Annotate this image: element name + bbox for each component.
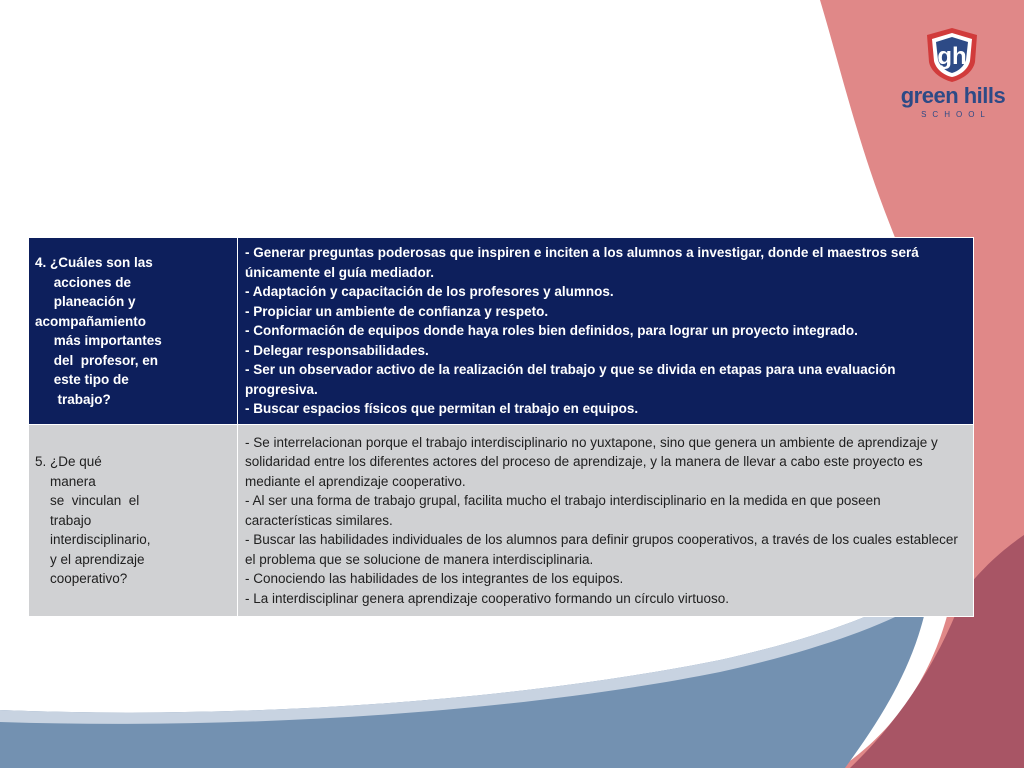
logo-subtitle: SCHOOL — [921, 110, 991, 119]
table-row — [29, 425, 974, 617]
question-cell — [29, 425, 238, 617]
svg-text:gh: gh — [937, 43, 967, 70]
gh-shield-icon — [923, 26, 981, 84]
list-item: - Buscar las habilidades individuales de los alumnos para definir grupos cooperativos, a través de los cuales establecer el problema que se solucione de manera interdisciplinaria. — [245, 532, 958, 567]
answer-list — [245, 243, 966, 419]
list-item: - Delegar responsabilidades. — [245, 342, 429, 358]
answer-list — [245, 433, 966, 609]
list-item: - Propiciar un ambiente de confianza y respeto. — [245, 303, 549, 319]
list-item: - La interdisciplinar genera aprendizaje cooperativo formando un círculo virtuoso. — [245, 590, 730, 606]
qa-table — [28, 237, 974, 617]
list-item: - Conociendo las habilidades de los integrantes de los equipos. — [245, 571, 624, 587]
table-row — [29, 238, 974, 425]
question-text: 5. ¿De qué manera se vinculan el trabajo interdisciplinario, y el aprendizaje cooperativo? — [35, 454, 151, 587]
list-item: - Conformación de equipos donde haya roles bien definidos, para lograr un proyecto integrado. — [245, 323, 858, 339]
list-item: - Ser un observador activo de la realización del trabajo y que se divida en etapas para una evaluación progresiva. — [245, 362, 896, 397]
list-item: - Se interrelacionan porque el trabajo interdisciplinario no yuxtapone, sino que genera un ambiente de aprendizaje y solidaridad entre los diferentes actores del proceso de aprendizaje, y la manera de llevar a cabo este proyecto es mediante el aprendizaje cooperativo. — [245, 434, 938, 489]
answer-cell — [238, 425, 974, 617]
list-item: - Al ser una forma de trabajo grupal, facilita mucho el trabajo interdisciplinario en la medida en que poseen características similares. — [245, 493, 881, 528]
logo-wordmark: green hills — [900, 83, 1006, 108]
list-item: - Buscar espacios físicos que permitan el trabajo en equipos. — [245, 401, 639, 417]
list-item: - Adaptación y capacitación de los profesores y alumnos. — [245, 284, 614, 300]
list-item: - Generar preguntas poderosas que inspiren e inciten a los alumnos a investigar, donde el maestros será únicamente el guía mediador. — [245, 245, 919, 280]
answer-cell — [238, 238, 974, 425]
question-text: 4. ¿Cuáles son las acciones de planeación y acompañamiento más importantes del profesor, en este tipo de trabajo? — [35, 255, 162, 407]
question-cell — [29, 238, 238, 425]
school-logo — [893, 26, 1013, 126]
